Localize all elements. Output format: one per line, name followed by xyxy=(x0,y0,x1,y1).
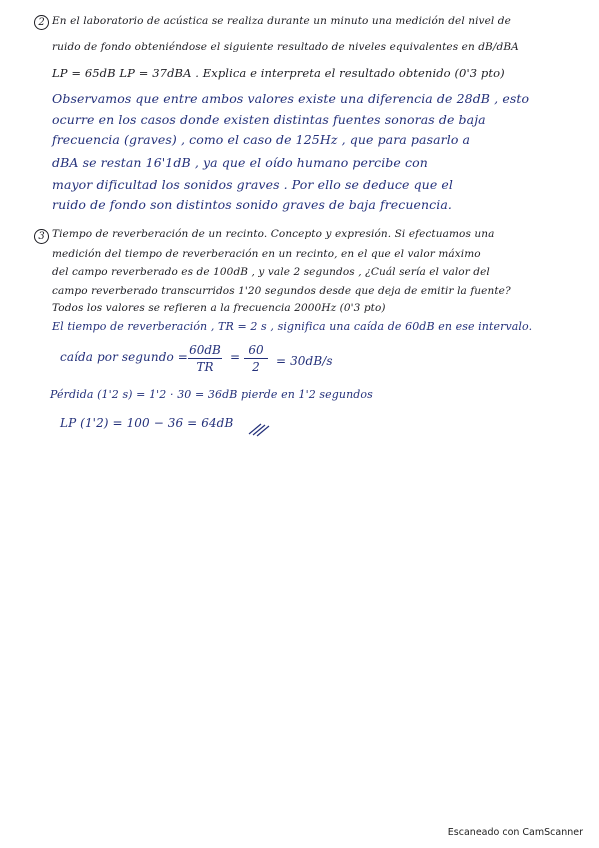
q2-answer-line-4: dBA se restan 16'1dB , ya que el oído humano percibe con xyxy=(52,155,428,170)
question-2-number: 2 xyxy=(34,15,49,30)
q3-line-1: Tiempo de reverberación de un recinto. Concepto y expresión. Si efectuamos una xyxy=(52,228,495,240)
underline-marks xyxy=(246,417,272,437)
q3-line-3: del campo reverberado es de 100dB , y vale 2 segundos , ¿Cuál sería el valor del xyxy=(52,266,490,278)
q3-line-5: Todos los valores se refieren a la frecuencia 2000Hz (0'3 pto) xyxy=(52,302,386,314)
rate-label: caída por segundo = xyxy=(60,350,188,364)
q3-line-2: medición del tiempo de reverberación en un recinto, en el que el valor máximo xyxy=(52,248,481,260)
q2-answer-line-1: Observamos que entre ambos valores existe una diferencia de 28dB , esto xyxy=(52,91,530,106)
q2-answer-line-6: ruido de fondo son distintos sonido graves de baja frecuencia. xyxy=(52,197,453,212)
q2-answer-line-5: mayor dificultad los sonidos graves . Por ello se deduce que el xyxy=(52,177,454,192)
q2-answer-line-3: frecuencia (graves) , como el caso de 125Hz , que para pasarlo a xyxy=(52,132,471,147)
rate-result: = 30dB/s xyxy=(276,354,333,368)
fraction-numerator: 60 xyxy=(248,343,264,357)
q3-answer-intro: El tiempo de reverberación , TR = 2 s , significa una caída de 60dB en ese intervalo. xyxy=(52,320,533,333)
fraction-denominator: 2 xyxy=(252,360,260,374)
q2-line-3: LP = 65dB LP = 37dBA . Explica e interpreta el resultado obtenido (0'3 pto) xyxy=(52,66,505,80)
fraction-numerator: 60dB xyxy=(189,343,221,357)
q2-line-2: ruido de fondo obteniéndose el siguiente resultado de niveles equivalentes en dB/dBA xyxy=(52,41,519,53)
fraction-bar xyxy=(244,358,268,359)
scanner-watermark: Escaneado con CamScanner xyxy=(447,827,583,838)
fraction-denominator: TR xyxy=(196,360,214,374)
fraction-60db-over-tr xyxy=(188,343,222,374)
loss-line: Pérdida (1'2 s) = 1'2 · 30 = 36dB pierde en 1'2 segundos xyxy=(50,388,373,401)
final-result-line: LP (1'2) = 100 − 36 = 64dB xyxy=(60,416,234,430)
fraction-60-over-2 xyxy=(244,343,268,374)
q2-line-1: En el laboratorio de acústica se realiza durante un minuto una medición del nivel de xyxy=(52,15,511,27)
q2-answer-line-2: ocurre en los casos donde existen distintas fuentes sonoras de baja xyxy=(52,112,486,127)
equals-sign: = xyxy=(230,350,241,364)
question-3-number: 3 xyxy=(34,229,49,244)
q3-line-4: campo reverberado transcurridos 1'20 segundos desde que deja de emitir la fuente? xyxy=(52,285,511,297)
fraction-bar xyxy=(188,358,222,359)
